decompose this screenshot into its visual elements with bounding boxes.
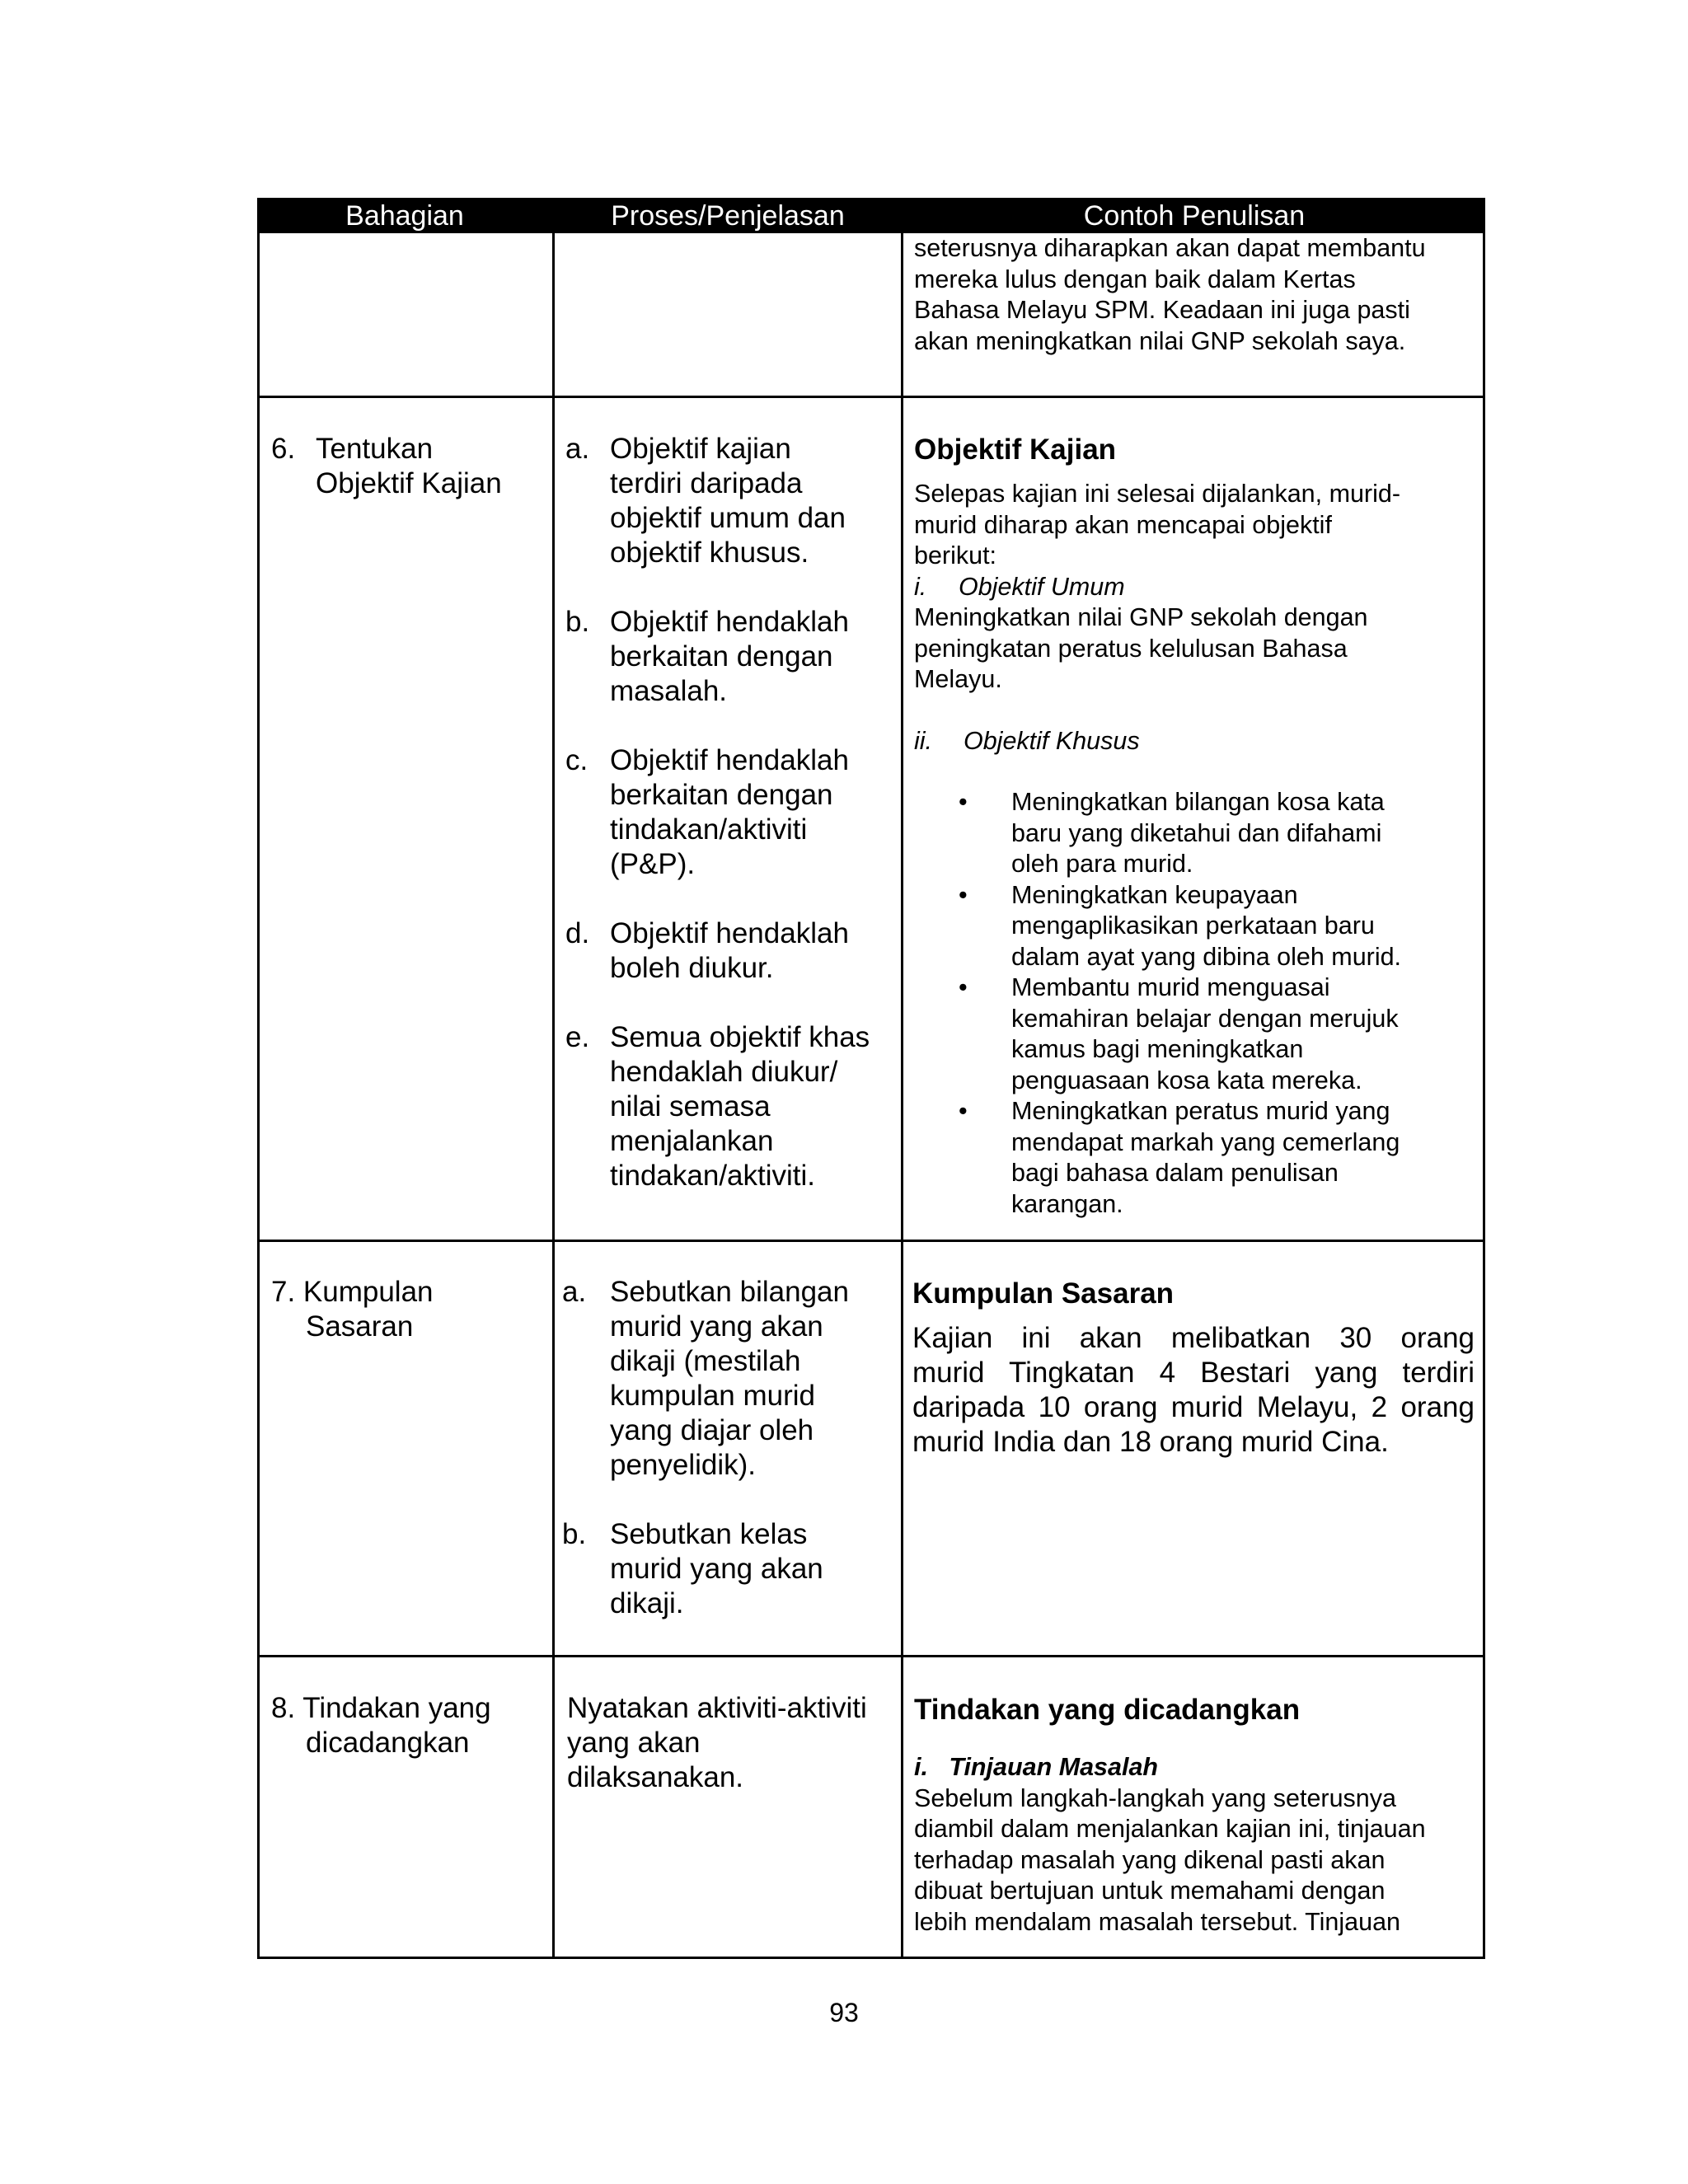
example-heading: Objektif Kajian — [914, 434, 1117, 466]
specific-marker: ii. — [914, 726, 933, 755]
text-line: Sasaran — [306, 1310, 414, 1343]
text-line: Melayu. — [914, 665, 1002, 693]
column-divider-1 — [552, 198, 555, 1959]
text-line: yang diajar oleh — [610, 1414, 814, 1446]
general-objective-title — [914, 572, 1479, 603]
text-line: Objektif hendaklah — [610, 917, 849, 949]
text-line: mendapat markah yang cemerlang — [1011, 1127, 1400, 1156]
example-objektif-kajian — [914, 433, 1479, 1220]
table-border-right — [1483, 198, 1485, 1959]
process-item — [565, 605, 895, 709]
text-line: daripada 10 orang murid Melayu, 2 orang — [912, 1391, 1475, 1423]
text-line: Sebelum langkah-langkah yang seterusnya — [914, 1783, 1396, 1812]
column-divider-2 — [901, 198, 903, 1959]
text-line: Meningkatkan peratus murid yang — [1011, 1097, 1390, 1125]
text-line: hendaklah diukur/ — [610, 1056, 838, 1088]
example-heading: Kumpulan Sasaran — [912, 1277, 1175, 1310]
example-kumpulan-sasaran — [912, 1277, 1475, 1460]
bullet-icon: • — [959, 880, 968, 909]
item-marker: e. — [565, 1021, 590, 1053]
text-line: dibuat bertujuan untuk memahami dengan — [914, 1877, 1386, 1905]
text-line: peningkatan peratus kelulusan Bahasa — [914, 634, 1348, 663]
page-number: 93 — [829, 1998, 859, 2027]
text-line: nilai semasa — [610, 1090, 771, 1122]
text-line: dikaji. — [610, 1587, 684, 1619]
text-line: Objektif kajian — [610, 433, 791, 465]
example-heading: Tindakan yang dicadangkan — [914, 1694, 1301, 1726]
text-line: terdiri daripada — [610, 467, 803, 499]
process-item — [565, 432, 895, 570]
specific-objective-title — [914, 726, 1479, 757]
row-divider — [257, 396, 1485, 398]
text-line: akan meningkatkan nilai GNP sekolah saya. — [914, 326, 1406, 355]
bullet-icon: • — [959, 973, 968, 1001]
text-line: Selepas kajian ini selesai dijalankan, murid- — [914, 480, 1400, 508]
list-item — [914, 787, 1479, 880]
text-line: murid yang akan — [610, 1310, 823, 1343]
process-item — [565, 916, 895, 986]
text-line: baru yang diketahui dan difahami — [1011, 818, 1382, 847]
section-tindakan — [271, 1691, 543, 1760]
item-marker: b. — [562, 1518, 587, 1550]
text-line: kumpulan murid — [610, 1380, 815, 1412]
item-marker: a. — [565, 433, 590, 465]
text-line: mengaplikasikan perkataan baru — [1011, 912, 1375, 940]
text-line: objektif umum dan — [610, 502, 846, 534]
item-marker: b. — [565, 606, 590, 638]
text-line: 8. Tindakan yang — [271, 1692, 491, 1724]
process-item — [562, 1517, 895, 1621]
process-tindakan — [567, 1691, 897, 1795]
text-line: boleh diukur. — [610, 952, 774, 984]
table-border-left — [257, 198, 260, 1959]
content-table — [257, 198, 1485, 1959]
text-line: Meningkatkan keupayaan — [1011, 880, 1298, 909]
section-title — [271, 432, 543, 501]
item-marker: c. — [565, 744, 588, 776]
section-kumpulan-sasaran — [271, 1275, 543, 1344]
text-line: tindakan/aktiviti — [610, 813, 808, 846]
text-line: Membantu murid menguasai — [1011, 973, 1330, 1001]
section-objektif-kajian — [271, 432, 543, 501]
text-line: dilaksanakan. — [567, 1761, 744, 1793]
text-line: kemahiran belajar dengan merujuk — [1011, 1004, 1399, 1033]
text-line: oleh para murid. — [1011, 850, 1193, 878]
text-line: objektif khusus. — [610, 537, 809, 569]
text-line: dalam ayat yang dibina oleh murid. — [1011, 942, 1402, 971]
text-line: murid diharap akan mencapai objektif — [914, 510, 1332, 539]
text-line: Tentukan — [316, 433, 434, 465]
item-marker: d. — [565, 917, 590, 949]
process-kumpulan-sasaran — [562, 1275, 895, 1621]
bullet-icon: • — [959, 788, 968, 816]
process-item — [565, 1020, 895, 1193]
header-bahagian: Bahagian — [345, 200, 464, 232]
text-line: bagi bahasa dalam penulisan — [1011, 1159, 1339, 1187]
process-item — [565, 743, 895, 882]
text-line: dikaji (mestilah — [610, 1345, 801, 1377]
general-marker: i. — [914, 572, 927, 601]
row-divider — [257, 1655, 1485, 1657]
intro-paragraph — [914, 479, 1479, 572]
specific-objective-list — [914, 787, 1479, 1220]
process-objektif-kajian — [565, 432, 895, 1193]
header-proses: Proses/Penjelasan — [611, 200, 845, 232]
text-line: Nyatakan aktiviti-aktiviti — [567, 1692, 867, 1724]
list-item — [914, 880, 1479, 973]
text-line: lebih mendalam masalah tersebut. Tinjauan — [914, 1907, 1401, 1936]
text-line: Meningkatkan bilangan kosa kata — [1011, 788, 1385, 816]
general-objective-text — [914, 602, 1479, 696]
row-continuation-example — [914, 233, 1475, 357]
text-line: kamus bagi meningkatkan — [1011, 1035, 1304, 1063]
text-line: Objektif hendaklah — [610, 744, 849, 776]
text-line: Objektif hendaklah — [610, 606, 849, 638]
text-line: mereka lulus dengan baik dalam Kertas — [914, 265, 1356, 293]
bullet-icon: • — [959, 1097, 968, 1125]
text-line: penyelidik). — [610, 1449, 757, 1481]
general-title: Objektif Umum — [959, 572, 1125, 601]
text-line: diambil dalam menjalankan kajian ini, tinjauan — [914, 1815, 1426, 1843]
list-item — [914, 1096, 1479, 1220]
text-line: seterusnya diharapkan akan dapat membantu — [914, 234, 1426, 262]
sub-heading: i. Tinjauan Masalah — [914, 1753, 1159, 1781]
text-line: murid Tingkatan 4 Bestari yang terdiri — [912, 1357, 1475, 1389]
row-divider — [257, 1240, 1485, 1242]
text-line: Kajian ini akan melibatkan 30 orang — [912, 1322, 1475, 1354]
text-line: berikut: — [914, 541, 997, 569]
text-line: 7. Kumpulan — [271, 1276, 434, 1308]
text-line: dicadangkan — [306, 1727, 470, 1759]
text-line: (P&P). — [610, 848, 696, 880]
item-marker: a. — [562, 1276, 587, 1308]
text-line: karangan. — [1011, 1189, 1123, 1218]
text-line: Bahasa Melayu SPM. Keadaan ini juga pasti — [914, 296, 1410, 324]
text-line: Objektif Kajian — [316, 467, 502, 499]
text-line: terhadap masalah yang dikenal pasti akan — [914, 1845, 1386, 1874]
text-line: Meningkatkan nilai GNP sekolah dengan — [914, 603, 1368, 631]
text-line: berkaitan dengan — [610, 640, 833, 673]
text-line: berkaitan dengan — [610, 779, 833, 811]
text-line: penguasaan kosa kata mereka. — [1011, 1066, 1362, 1094]
list-item — [914, 972, 1479, 1096]
text-line: masalah. — [610, 675, 728, 707]
example-tindakan — [914, 1693, 1479, 1938]
text-line: Semua objektif khas — [610, 1021, 870, 1053]
text-line: yang akan — [567, 1727, 701, 1759]
table-border-bottom — [257, 1957, 1485, 1959]
section-number: 6. — [271, 433, 296, 465]
text-line: murid yang akan — [610, 1553, 823, 1585]
table-header — [257, 198, 1485, 233]
text-line: menjalankan — [610, 1125, 774, 1157]
example-paragraph — [914, 1783, 1479, 1938]
process-item — [562, 1275, 895, 1483]
text-line: tindakan/aktiviti. — [610, 1160, 816, 1192]
example-paragraph — [912, 1321, 1475, 1460]
text-line: Sebutkan bilangan — [610, 1276, 849, 1308]
header-contoh: Contoh Penulisan — [1083, 200, 1306, 232]
specific-title: Objektif Khusus — [964, 726, 1140, 755]
text-line: Sebutkan kelas — [610, 1518, 808, 1550]
text-line: murid India dan 18 orang murid Cina. — [912, 1426, 1389, 1458]
